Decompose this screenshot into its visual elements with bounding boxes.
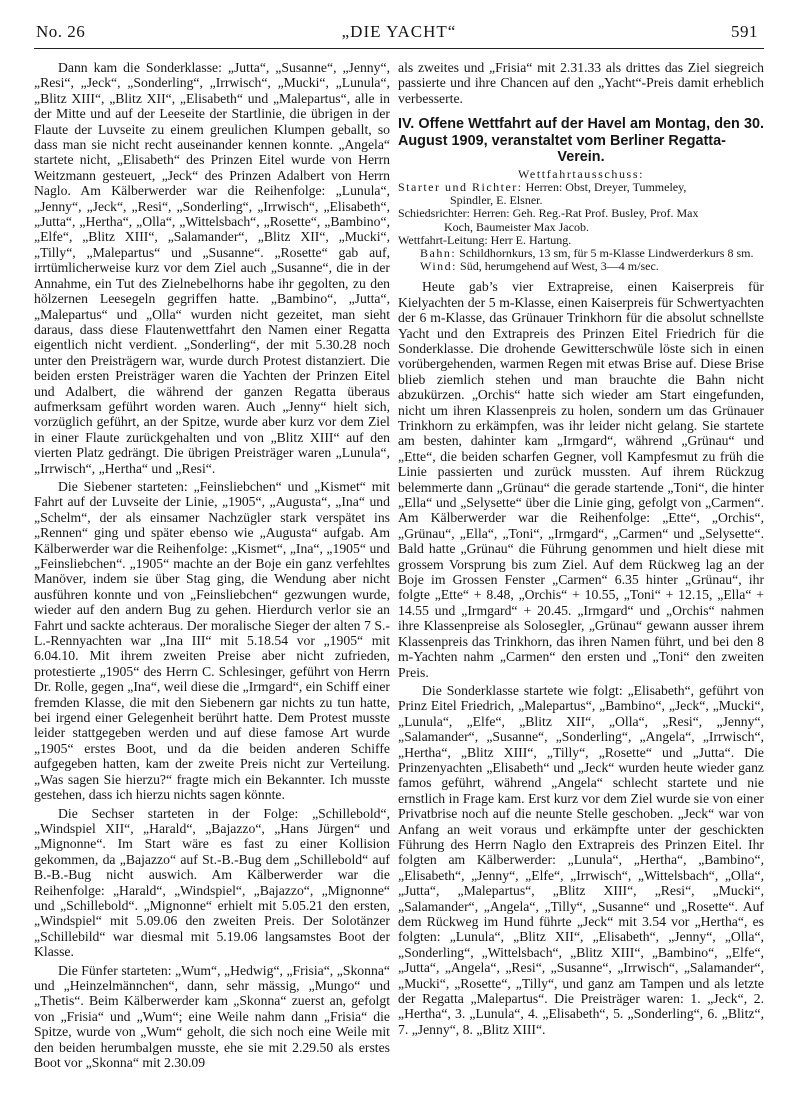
schied-label: Schiedsrichter: [398, 206, 470, 221]
paragraph-fuenfer: Die Fünfer starteten: „Wum“, „Hedwig“, „Frisia“, „Skonna“ und „Heinzelmännchen“, dann, sehr mässig, „Mungo“ und „Thetis“. Beim Kälberwerder kam „Skonna“ zuerst an, gefolgt von „Frisia“ und „Wum“; eine Weile nahm dann „Frisia“ die Spitze, wurde von „Wum“ geholt, die sich noch eine Weile mit den beiden herumbalgen musste, ehe sie mit 2.29.50 als erstes Boot vor „Skonna“ mit 2.30.09 [34, 962, 390, 1070]
paragraph-sonderklasse-start: Die Sonderklasse startete wie folgt: „Elisabeth“, geführt von Prinz Eitel Friedrich, „Malepartus“, „Bambino“, „Jeck“, „Mucki“, „Lunula“, „Elfe“, „Blitz XII“, „Olla“, „Resi“, „Jenny“, „Salamander“, „Susanne“, „Sonderling“, „Angela“, „Irrwisch“, „Hertha“, „Blitz XIII“, „Tilly“, „Rosette“ und „Jutta“. Die Prinzenyachten „Elisabeth“ und „Jeck“ wurden heute wieder ganz famos geführt, während „Angela“ schlecht startete und nie ernstlich in Frage kam. Erst kurz vor dem Ziel wurde sie von einer Privatbrise noch auf die neunte Stelle geschoben. „Jeck“ war von Anfang an weit voraus und erkämpfte unter der geschickten Führung des Herrn Naglo den Extrapreis des Prinzen Eitel. Ihr folgten am Kälberwerder: „Lunula“, „Hertha“, „Bambino“, „Elisabeth“, „Jenny“, „Elfe“, „Irrwisch“, „Wittelsbach“, „Olla“, „Jutta“, „Malepartus“, „Blitz XIII“, „Resi“, „Mucki“, „Salamander“, „Angela“, „Tilly“, „Susanne“ und „Rosette“. Auf dem Rückweg im Hund führte „Jeck“ mit 3.54 vor „Hertha“, es folgten: „Lunula“, „Blitz XII“, „Elisabeth“, „Jenny“, „Olla“, „Sonderling“, „Wittelsbach“, „Blitz XIII“, „Bambino“, „Elfe“, „Jutta“, „Angela“, „Resi“, „Susanne“, „Irrwisch“, „Salamander“, „Mucki“, „Rosette“, „Tilly“, und ganz am Tampen und als letzte der Regatta „Malepartus“. Die Preisträger waren: 1. „Jeck“, 2. „Hertha“, 3. „Lunula“, 4. „Elisabeth“, 5. „Sonderling“, 6. „Blitz“, 7. „Jenny“, 8. „Blitz XIII“. [398, 682, 764, 1037]
paragraph-sonderklasse: Dann kam die Sonderklasse: „Jutta“, „Susanne“, „Jenny“, „Resi“, „Jeck“, „Sonderling“, „Irrwisch“, „Mucki“, „Lunula“, „Blitz XIII“, „Blitz XII“, „Elisabeth“ und „Malepartus“, alle in der Mitte und auf der Leeseite der Startlinie, die übrigen in der Flaute der Luvseite zu einem greulichen Klumpen geballt, so dass man sie nicht recht auseinander kennen konnte. „Angela“ startete nicht, „Elisabeth“ des Prinzen Eitel wurde von Herrn Weitzmann gesteuert, „Jeck“ des Prinzen Adalbert von Herrn Naglo. Am Kälberwerder war die Reihenfolge: „Lunula“, „Jenny“, „Jeck“, „Resi“, „Sonderling“, „Irrwisch“, „Elisabeth“, „Jutta“, „Hertha“, „Olla“, „Wittelsbach“, „Rosette“, „Bambino“, „Elfe“, „Blitz XIII“, „Salamander“, „Blitz XII“, „Mucki“, „Tilly“, „Malepartus“ und „Susanne“. „Rosette“ gab auf, irrtümlicherweise kurz vor dem Ziel auch „Susanne“, die in der Annahme, ein Tut des Zielnebelhorns habe ihr gegolten, zu den hölzernen Leesegeln gegriffen hatte. „Bambino“, „Jutta“, „Malepartus“ und „Olla“ wurden nicht gezeitet, man sieht daraus, dass diese Flautenwettfahrt den Namen einer Regatta eigentlich nicht verdient. „Sonderling“, der mit 5.30.28 noch unter den Preisträgern war, wurde durch Protest distanziert. Die beiden ersten Preisträger waren die Yachten der Prinzen Eitel und Adalbert, die während der ganzen Regatta überaus aufmerksam geführt worden waren. Auch „Jenny“ hielt sich, vorzüglich geführt, an der Spitze, wurde aber kurz vor dem Ziel in einer Flaute zurückgehalten und von „Blitz XIII“ auf den vierten Platz gedrängt. Die übrigen Preisträger waren „Lunula“, „Irrwisch“, „Hertha“ und „Resi“. [34, 60, 390, 476]
paragraph-continuation: als zweites und „Frisia“ mit 2.31.33 als drittes das Ziel siegreich passierte und ihre Chancen auf den „Yacht“-Preis damit erheblich verbesserte. [398, 60, 764, 106]
schied-names: Herren: Geh. Reg.-Rat Prof. Busley, Prof. Max [472, 206, 699, 221]
section-heading-main: IV. Offene Wettfahrt auf der Havel am Montag, den 30. August 1909, veranstaltet vom Berliner Regatta- [398, 116, 764, 149]
journal-title: „DIE YACHT“ [341, 22, 457, 41]
committee-title: Wettfahrtausschuss: [517, 166, 645, 181]
bahn-label: Bahn: [420, 245, 457, 260]
starter-label: Starter und Richter: [398, 179, 523, 194]
right-column [398, 60, 764, 1037]
committee-leitung: Wettfahrt-Leitung: Herr E. Hartung. [398, 232, 572, 247]
paragraph-siebener: Die Siebener starteten: „Feinsliebchen“ und „Kismet“ mit Fahrt auf der Luvseite der Linie, „1905“, „Augusta“, „Ina“ und „Schelm“, der als einsamer Nachzügler stark verspätet ins „Rennen“ ging und später ebenso wie „Augusta“ aufgab. Am Kälberwerder war die Reihenfolge: „Kismet“, „Ina“, „1905“ und „Feinsliebchen“. „1905“ machte an der Boje ein ganz verfehltes Manöver, indem sie über Stag ging, die Wendung aber nicht ausführen konnte und von „Feinsliebchen“ gezwungen wurde, wieder auf den andern Bug zu gehen. Hierdurch verlor sie an Fahrt und sackte achteraus. Der moralische Sieger der alten 7 S.-L.-Rennyachten war „Ina III“ mit 5.18.54 vor „1905“ mit 6.04.10. Mit ihrem zweiten Preise aber nicht zufrieden, protestierte „1905“ des Herrn C. Schlesinger, geführt von Herrn Dr. Rolle, gegen „Ina“, weil diese die „Irmgard“, ein Schiff einer fremden Klasse, die mit den Siebenern gar nichts zu tun hatte, bei irgend einer Gelegenheit berührt hatte. Dem Protest musste leider stattgegeben werden und auf diese famose Art wurde „1905“ erstes Boot, und da die beiden anderen Schiffe aufgegeben hatten, kam der zweite Preis nicht zur Verteilung. „Was sagen Sie hierzu?“ fragte mich ein Bekannter. Ich musste gestehen, dass ich hierzu nichts sagen könnte. [34, 478, 390, 803]
issue-number: No. 26 [36, 22, 86, 41]
wind-label: Wind: [420, 259, 458, 274]
starter-names: Herren: Obst, Dreyer, Tummeley, [525, 179, 687, 194]
section-heading [398, 116, 764, 166]
page-header [34, 20, 764, 48]
left-column [34, 60, 390, 1070]
page-number: 591 [731, 22, 758, 41]
committee-schied-cont: Koch, Baumeister Max Jacob. [444, 219, 589, 234]
committee-wind [398, 260, 764, 273]
section-heading-tail: Verein. [557, 149, 605, 166]
committee-starter-cont: Spindler, E. Elsner. [450, 193, 543, 208]
header-rule [34, 48, 764, 49]
committee-schied [398, 207, 764, 220]
paragraph-sechser: Die Sechser starteten in der Folge: „Schillebold“, „Windspiel XII“, „Harald“, „Bajazzo“, „Hans Jürgen“ und „Mignonne“. Im Start wäre es fast zu einer Kollision gekommen, da „Bajazzo“ auf St.-B.-Bug dem „Schillebold“ auf B.-B.-Bug nicht auswich. Am Kälberwerder war die Reihenfolge: „Harald“, „Windspiel“, „Bajazzo“, „Mignonne“ und „Schillebold“. „Mignonne“ erhielt mit 5.05.21 den ersten, „Windspiel“ mit 5.09.06 den zweiten Preis. Der Solotänzer „Schillebild“ war diesmal mit 5.19.06 langsamstes Boot der Klasse. [34, 805, 390, 960]
paragraph-extrapreise: Heute gab’s vier Extrapreise, einen Kaiserpreis für Kielyachten der 5 m-Klasse, einen Kaiserpreis für Schwertyachten der 6 m-Klasse, das Grünauer Trinkhorn für die absolut schnellste Yacht und den Extrapreis des Prinzen Eitel Friedrich für die Sonderklasse. Die drohende Gewitterschwüle löste sich in einen vorübergehenden, warmen Regen mit etwas Brise auf. Diese Brise blieb ziemlich stehen und man brauchte die Bahn nicht abzukürzen. „Orchis“ hatte sich wieder am Start eingefunden, nicht um ihren Klassenpreis zu holen, sondern um das Grünauer Trinkhorn zu erkämpfen, was ihr leider nicht gelang. Sie startete am besten, dahinter kam „Irmgard“, während „Grünau“ und „Ette“, die beiden scharfen Gegner, voll Kampfesmut zu früh die Linie passierten und zurück mussten. Auf ihrem Rückzug belemmerte dann „Grünau“ die gerade startende „Toni“, die hinter „Ella“ und „Selysette“ über die Linie ging, gefolgt von „Carmen“. Am Kälberwerder war die Reihenfolge: „Ette“, „Orchis“, „Grünau“, „Ella“, „Toni“, „Irmgard“, „Carmen“ und „Selysette“. Bald hatte „Grünau“ die Führung genommen und hielt diese mit grossem Vorsprung bis zum Ziel. Auf dem Rückweg lag an der Boje im Grossen Fenster „Carmen“ 6.35 hinter „Grünau“, ihr folgte „Ette“ + 8.48, „Orchis“ + 10.55, „Toni“ + 12.15, „Ella“ + 14.55 und „Irmgard“ + 20.45. „Irmgard“ und „Orchis“ nahmen ihre Klassenpreise als Solosegler, „Grünau“ gewann ausser ihrem Klassenpreis das Trinkhorn, das ihren Namen führt, und bei den 8 m-Yachten nahm „Carmen“ den ersten und „Toni“ den zweiten Preis. [398, 279, 764, 680]
race-committee [398, 168, 764, 274]
wind-text: Süd, herumgehend auf West, 3—4 m/sec. [460, 259, 659, 274]
bahn-text: Schildhornkurs, 13 sm, für 5 m-Klasse Lindwerderkurs 8 sm. [459, 245, 754, 260]
